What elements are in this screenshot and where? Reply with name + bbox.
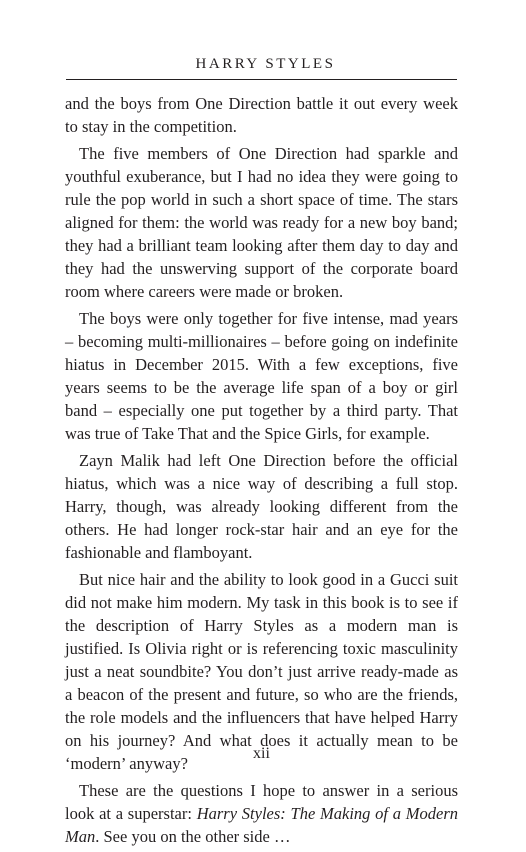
paragraph-6-lead: These are the questions I hope to answer in a serious look at a superstar: (65, 781, 458, 823)
page-number: xii (253, 745, 270, 762)
running-head: HARRY STYLES (195, 56, 336, 72)
paragraph-6 (65, 779, 458, 848)
paragraph-1: and the boys from One Direction battle it out every week to stay in the competition. (65, 94, 458, 136)
paragraph-5: But nice hair and the ability to look good in a Gucci suit did not make him modern. My task in this book is to see if the description of Harry Styles as a modern man is justified. Is Olivia right or is referencing toxic masculinity just a neat soundbite? You don’t just arrive ready-made as a beacon of the present and future, so who are the friends, the role models and the influencers that have helped Harry on his journey? And what does it actually mean to be ‘modern’ anyway? (65, 570, 458, 773)
paragraph-6-tail: . See you on the other side … (95, 827, 291, 846)
book-title: Harry Styles: The Making of a Modern Man (65, 804, 458, 846)
paragraph-2: The five members of One Direction had sparkle and youthful exuberance, but I had no idea they were going to rule the pop world in such a short space of time. The stars aligned for them: the world was ready for a new boy band; they had a brilliant team looking after them day to day and they had the unswerving support of the corporate board room where careers were made or broken. (65, 144, 458, 301)
body-text (65, 92, 458, 852)
paragraph-3: The boys were only together for five intense, mad years – becoming multi-millionaires – before going on indefinite hiatus in December 2015. With a few exceptions, five years seems to be the average life span of a boy or girl band – especially one put together by a third party. That was true of Take That and the Spice Girls, for example. (65, 309, 458, 443)
header-rule (66, 79, 457, 80)
paragraph-4: Zayn Malik had left One Direction before the official hiatus, which was a nice way of describing a full stop. Harry, though, was already looking different from the others. He had longer rock-star hair and an eye for the fashionable and flamboyant. (65, 451, 458, 562)
